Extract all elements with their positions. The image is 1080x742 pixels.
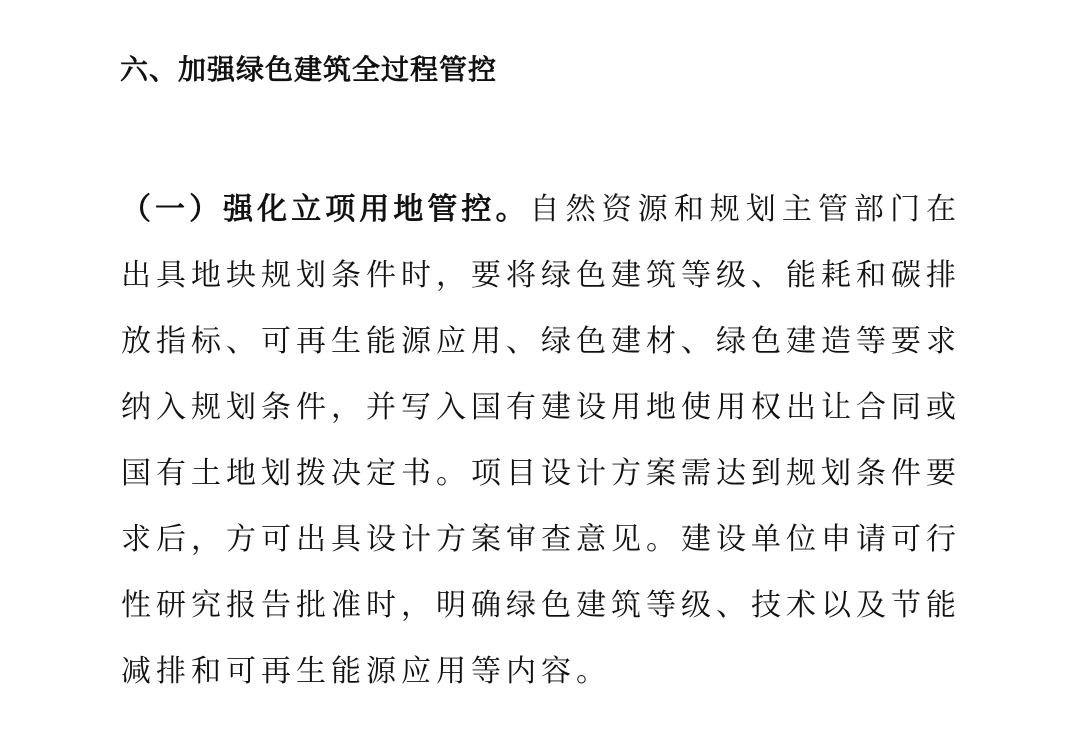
paragraph-body-text: 自然资源和规划主管部门在出具地块规划条件时，要将绿色建筑等级、能耗和碳排放指标、可再生能源应用、绿色建材、绿色建造等要求纳入规划条件，并写入国有建设用地使用权出让合同或国有土地划拨决定书。项目设计方案需达到规划条件要求后，方可出具设计方案审查意见。建设单位申请可行性研究报告批准时，明确绿色建筑等级、技术以及节能减排和可再生能源应用等内容。: [121, 192, 962, 689]
section-heading: 六、加强绿色建筑全过程管控: [120, 53, 498, 86]
body-paragraph: [121, 177, 961, 705]
paragraph-lead-title: （一）强化立项用地管控。: [121, 192, 530, 227]
